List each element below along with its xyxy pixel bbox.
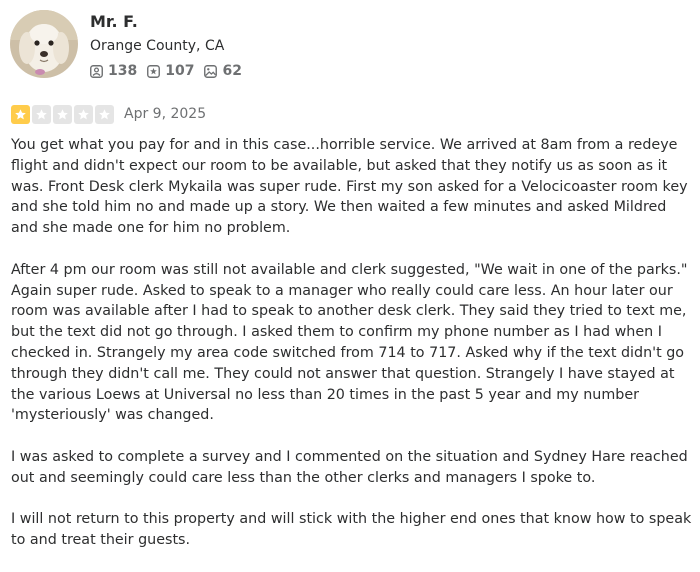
star-icon (95, 105, 114, 124)
star-icon (74, 105, 93, 124)
user-location: Orange County, CA (90, 38, 225, 54)
user-stats (90, 62, 252, 80)
reviews-count-value: 107 (165, 63, 195, 79)
friends-icon (90, 65, 103, 78)
user-info (90, 10, 252, 80)
photos-count-value: 62 (222, 63, 242, 79)
star-icon (32, 105, 51, 124)
photo-icon (204, 65, 217, 78)
review-paragraph: I was asked to complete a survey and I commented on the situation and Sydney Hare reached out and seemingly could care less than the other clerks and managers I spoke to. (11, 448, 688, 486)
star-icon (11, 105, 30, 124)
reviews-count (147, 62, 194, 80)
friends-count-value: 138 (108, 63, 138, 79)
review-body (11, 135, 695, 572)
photos-count (204, 62, 241, 80)
rating-row (11, 104, 206, 124)
dog-avatar-image (10, 10, 78, 78)
user-name[interactable]: Mr. F. (90, 12, 138, 31)
star-box-icon (147, 65, 160, 78)
review-date: Apr 9, 2025 (124, 106, 207, 122)
star-rating (11, 105, 116, 124)
review-paragraph: After 4 pm our room was still not available and clerk suggested, "We wait in one of the parks." Again super rude. Asked to speak to a manager who really could care less. An hour later our room was available after I had to speak to another desk clerk. They said they tried to text me, but the text did not go through. I asked them to confirm my phone number as I had when I checked in. Strangely my area code switched from 714 to 717. Asked why if the text didn't go through they didn't call me. They could not answer that question. Strangely I have stayed at the various Loews at Universal no less than 20 times in the past 5 year and my number 'mysteriously' was changed. (11, 261, 688, 424)
avatar[interactable] (10, 10, 78, 78)
user-passport (10, 10, 252, 80)
review-paragraph: You get what you pay for and in this case...horrible service. We arrived at 8am from a redeye flight and didn't expect our room to be available, but asked that they notify us as soon as it was. Front Desk clerk Mykaila was super rude. First my son asked for a Velocicoaster room key and she told him no and made up a story. We then waited a few minutes and asked Mildred and she made one for him no problem. (11, 137, 688, 237)
star-icon (53, 105, 72, 124)
review-paragraph: I will not return to this property and will stick with the higher end ones that know how to speak to and treat their guests. (11, 511, 692, 549)
friends-count (90, 62, 137, 80)
